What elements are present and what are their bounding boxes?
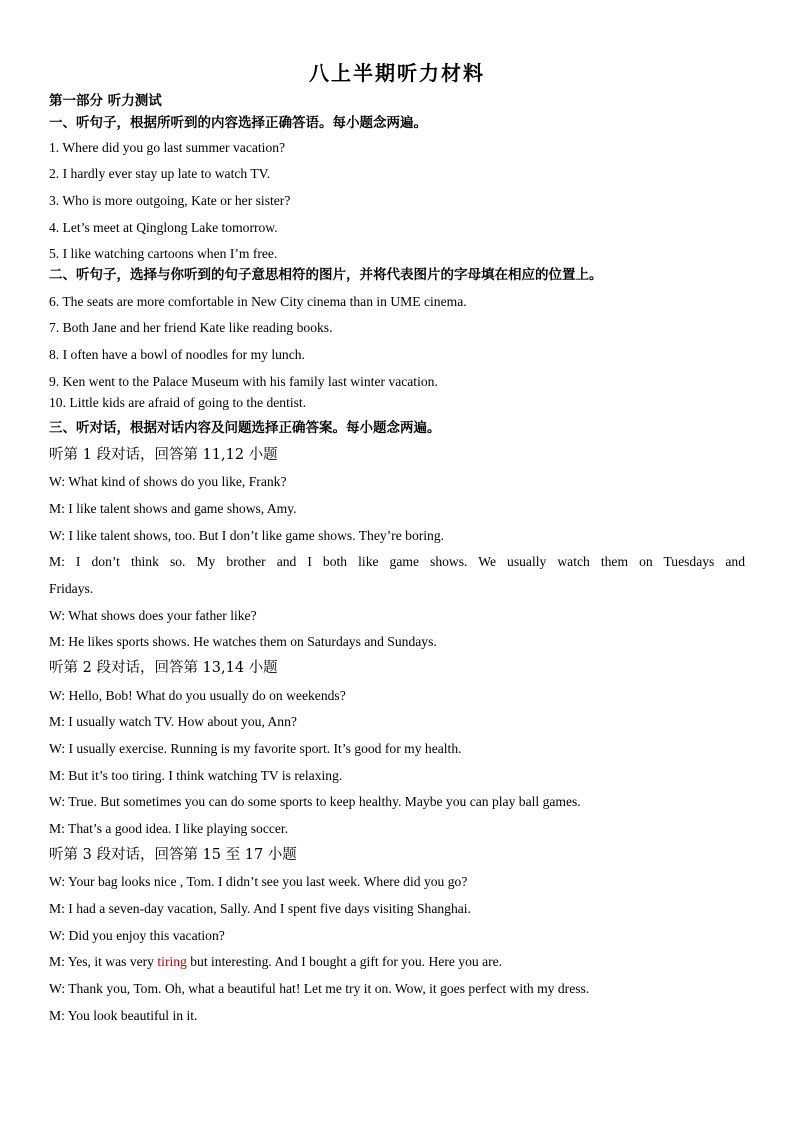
dialogue-1-title: 听第 1 段对话，回答第 11,12 小题	[49, 447, 278, 463]
dialogue-1-line: M: He likes sports shows. He watches them on Saturdays and Sundays.	[49, 634, 437, 649]
dialogue-1-line: Fridays.	[49, 581, 94, 596]
dialogue-2-line: W: I usually exercise. Running is my favorite sport. It’s good for my health.	[49, 741, 462, 756]
sentence-7: 7. Both Jane and her friend Kate like reading books.	[49, 320, 333, 335]
part-heading: 第一部分 听力测试	[49, 93, 162, 109]
section-2-heading: 二、听句子，选择与你听到的句子意思相符的图片，并将代表图片的字母填在相应的位置上。	[49, 267, 603, 283]
sentence-1: 1. Where did you go last summer vacation?	[49, 140, 286, 155]
dialogue-3-line: W: Did you enjoy this vacation?	[49, 928, 225, 943]
dialogue-2-line: W: Hello, Bob! What do you usually do on weekends?	[49, 688, 346, 703]
dialogue-2-line: M: That’s a good idea. I like playing soccer.	[49, 821, 289, 836]
dialogue-2-line: M: I usually watch TV. How about you, Ann?	[49, 714, 297, 729]
dialogue-3-line: M: I had a seven-day vacation, Sally. And I spent five days visiting Shanghai.	[49, 901, 471, 916]
sentence-9: 9. Ken went to the Palace Museum with his family last winter vacation.	[49, 374, 438, 389]
section-3-heading: 三、听对话，根据对话内容及问题选择正确答案。每小题念两遍。	[49, 420, 441, 436]
dialogue-3-line-end: but interesting. And I bought a gift for you. Here you are.	[186, 954, 503, 969]
sentence-3: 3. Who is more outgoing, Kate or her sister?	[49, 193, 291, 208]
sentence-10: 10. Little kids are afraid of going to the dentist.	[49, 395, 307, 410]
dialogue-2-line: W: True. But sometimes you can do some sports to keep healthy. Maybe you can play ball games.	[49, 794, 581, 809]
dialogue-3-title: 听第 3 段对话，回答第 15 至 17 小题	[49, 847, 297, 863]
section-1-heading: 一、听句子，根据所听到的内容选择正确答语。每小题念两遍。	[49, 115, 427, 131]
dialogue-3-line	[49, 953, 502, 971]
sentence-8: 8. I often have a bowl of noodles for my lunch.	[49, 347, 305, 362]
page-title: 八上半期听力材料	[309, 61, 485, 85]
dialogue-3-line: W: Thank you, Tom. Oh, what a beautiful hat! Let me try it on. Wow, it goes perfect with my dress.	[49, 981, 590, 996]
sentence-6: 6. The seats are more comfortable in New City cinema than in UME cinema.	[49, 294, 467, 309]
sentence-4: 4. Let’s meet at Qinglong Lake tomorrow.	[49, 220, 278, 235]
dialogue-2-line: M: But it’s too tiring. I think watching TV is relaxing.	[49, 768, 343, 783]
sentence-2: 2. I hardly ever stay up late to watch TV.	[49, 166, 271, 181]
dialogue-1-line: W: I like talent shows, too. But I don’t like game shows. They’re boring.	[49, 528, 445, 543]
dialogue-1-line: M: I like talent shows and game shows, Amy.	[49, 501, 297, 516]
dialogue-1-line: W: What kind of shows do you like, Frank?	[49, 474, 287, 489]
dialogue-2-title: 听第 2 段对话，回答第 13,14 小题	[49, 660, 278, 676]
dialogue-3-line: W: Your bag looks nice , Tom. I didn’t see you last week. Where did you go?	[49, 874, 468, 889]
highlighted-word: tiring	[157, 954, 187, 969]
dialogue-3-line: M: You look beautiful in it.	[49, 1008, 198, 1023]
dialogue-1-line: W: What shows does your father like?	[49, 608, 257, 623]
dialogue-1-line: M: I don’t think so. My brother and I both like game shows. We usually watch them on Tuesdays and	[49, 554, 745, 569]
dialogue-3-line-start: M: Yes, it was very	[49, 954, 158, 969]
sentence-5: 5. I like watching cartoons when I’m free.	[49, 246, 278, 261]
